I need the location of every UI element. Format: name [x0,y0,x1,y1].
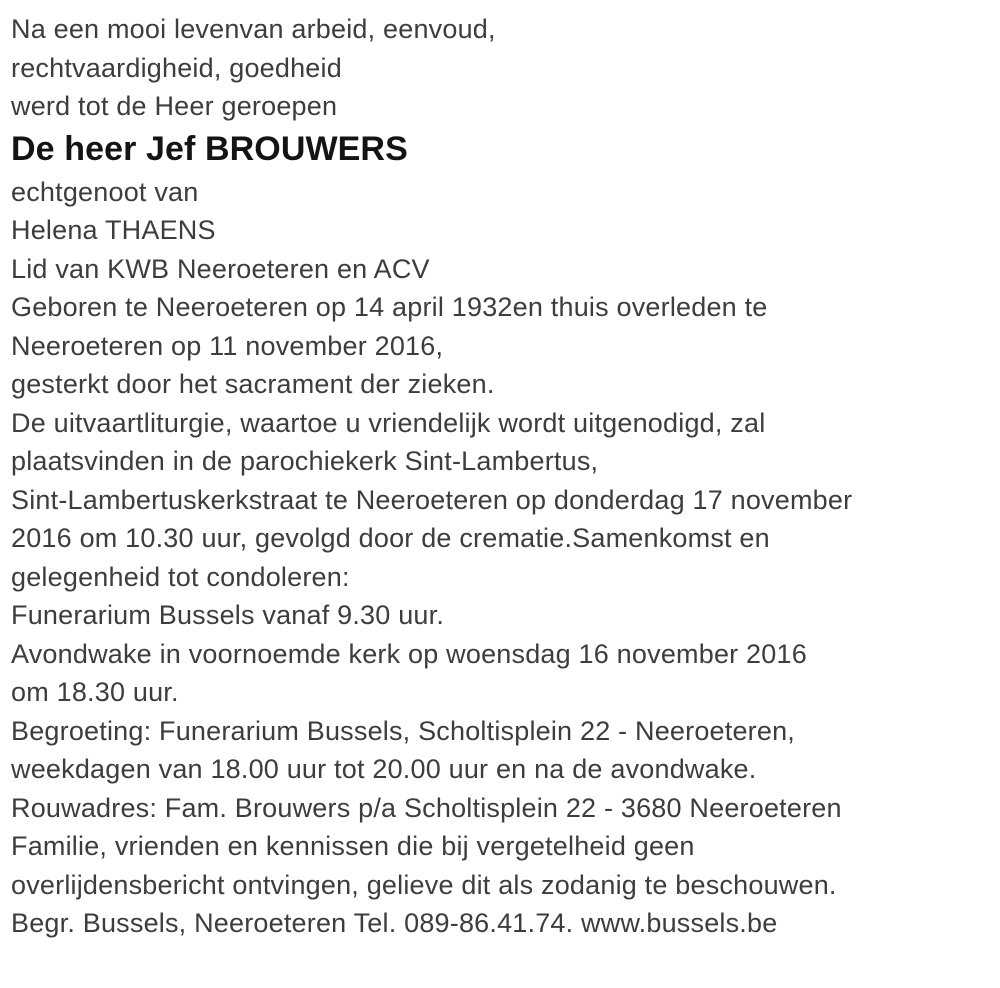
spouse-name: Helena THAENS [11,215,216,245]
membership-line: Lid van KWB Neeroeteren en ACV [11,253,430,284]
relation-line: echtgenoot van [11,176,199,207]
greeting-line: weekdagen van 18.00 uur tot 20.00 uur en na de avondwake. [11,754,757,784]
intro-line: Na een mooi levenvan arbeid, eenvoud, [11,14,496,44]
sacrament-line: gesterkt door het sacrament der zieken. [11,369,495,399]
notice-line: overlijdensbericht ontvingen, gelieve dit als zodanig te beschouwen. [11,869,837,900]
vigil-line: Avondwake in voornoemde kerk op woensdag 16 november 2016 [11,638,807,669]
birth-death-line: Geboren te Neeroeteren op 14 april 1932en thuis overleden te [11,292,768,322]
funerarium-line: Funerarium Bussels vanaf 9.30 uur. [11,600,445,630]
funeral-service-line: 2016 om 10.30 uur, gevolgd door de crematie.Samenkomst en [11,523,770,553]
notice-line: Familie, vrienden en kennissen die bij vergetelheid geen [11,831,695,861]
birth-death-line: Neeroeteren op 11 november 2016, [11,330,444,361]
funeral-service-line: plaatsvinden in de parochiekerk Sint-Lambertus, [11,446,599,476]
intro-line: rechtvaardigheid, goedheid [11,52,342,83]
intro-line: werd tot de Heer geroepen [11,91,338,121]
condolence-line: gelegenheid tot condoleren: [11,561,350,592]
vigil-line: om 18.30 uur. [11,677,179,707]
deceased-name: De heer Jef BROUWERS [11,129,408,168]
funeral-service-line: De uitvaartliturgie, waartoe u vriendelijk wordt uitgenodigd, zal [11,407,766,438]
greeting-line: Begroeting: Funerarium Bussels, Scholtisplein 22 - Neeroeteren, [11,715,795,746]
mourning-address-line: Rouwadres: Fam. Brouwers p/a Scholtisplein 22 - 3680 Neeroeteren [11,792,842,823]
funeral-service-line: Sint-Lambertuskerkstraat te Neeroeteren op donderdag 17 november [11,484,853,515]
undertaker-contact-line: Begr. Bussels, Neeroeteren Tel. 089-86.41.74. www.bussels.be [11,908,778,938]
